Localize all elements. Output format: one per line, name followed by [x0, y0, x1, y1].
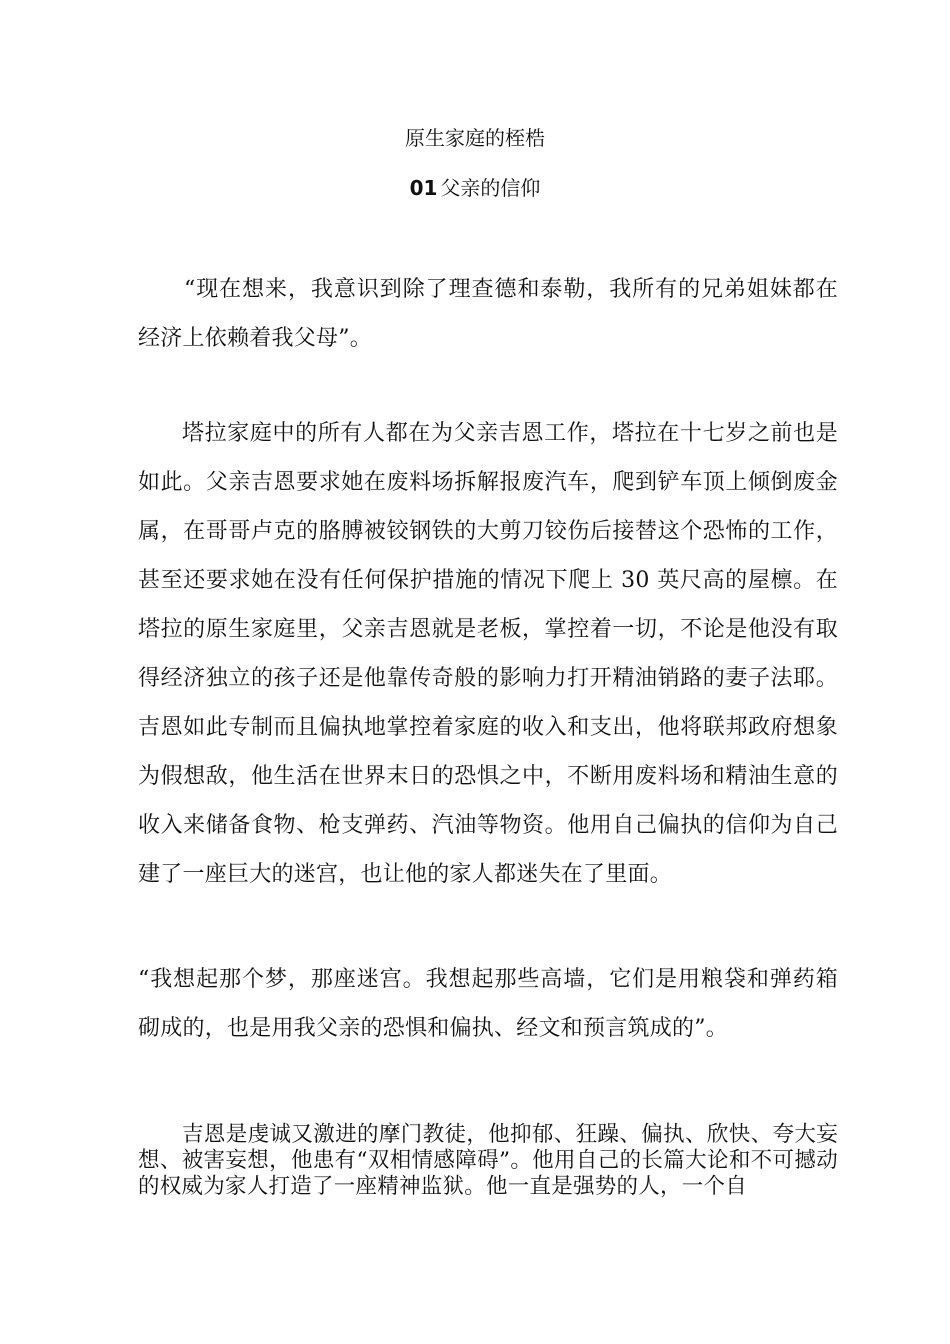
- paragraph-quote-2: “我想起那个梦，那座迷宫。我想起那些高墙，它们是用粮袋和弹药箱砌成的，也是用我父亲的恐惧和偏执、经文和预言筑成的”。: [138, 967, 838, 1041]
- section-title: 父亲的信仰: [440, 176, 541, 200]
- section-number: 01: [409, 176, 438, 200]
- paragraph-body-2: 吉恩是虔诚又激进的摩门教徒，他抑郁、狂躁、偏执、欣快、夸大妄想、被害妄想，他患有“双相情感障碍”。他用自己的长篇大论和不可撼动的权威为家人打造了一座精神监狱。他一直是强势的人，一个自: [138, 1122, 838, 1199]
- paragraph-body-1: 塔拉家庭中的所有人都在为父亲吉恩工作，塔拉在十七岁之前也是如此。父亲吉恩要求她在废料场拆解报废汽车，爬到铲车顶上倾倒废金属，在哥哥卢克的胳膊被铰钢铁的大剪刀铰伤后接替这个恐怖的工作，甚至还要求她在没有任何保护措施的情况下爬上 30 英尺高的屋檩。在塔拉的原生家庭里，父亲吉恩就是老板，掌控着一切，不论是他没有取得经济独立的孩子还是他靠传奇般的影响力打开精油销路的妻子法耶。吉恩如此专制而且偏执地掌控着家庭的收入和支出，他将联邦政府想象为假想敌，他生活在世界末日的恐惧之中，不断用废料场和精油生意的收入来储备食物、枪支弹药、汽油等物资。他用自己偏执的信仰为自己建了一座巨大的迷宫，也让他的家人都迷失在了里面。: [138, 421, 838, 887]
- document-title: 原生家庭的桎梏: [405, 126, 545, 150]
- paragraph-quote-1: “现在想来，我意识到除了理查德和泰勒，我所有的兄弟姐妹都在经济上依赖着我父母”。: [138, 277, 838, 351]
- section-heading: [0, 174, 950, 202]
